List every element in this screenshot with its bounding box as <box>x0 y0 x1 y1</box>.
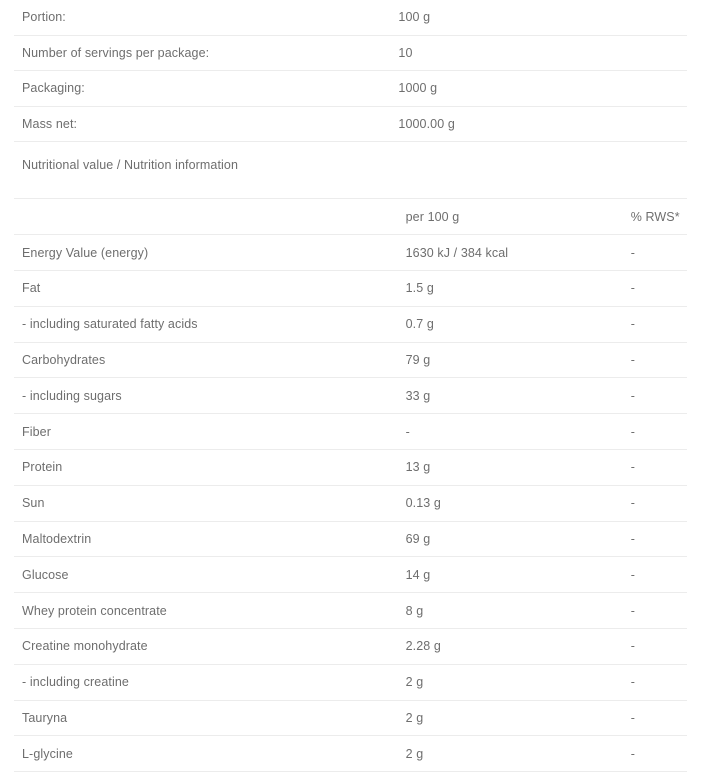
table-row <box>14 664 687 700</box>
nutrient-rws: - <box>631 736 687 772</box>
nutrient-name: Maltodextrin <box>14 521 403 557</box>
nutrient-per-100g: 2 g <box>403 664 631 700</box>
table-row <box>14 306 687 342</box>
spec-label: Packaging: <box>14 71 389 107</box>
spec-value: 100 g <box>389 0 687 35</box>
table-row <box>14 35 687 71</box>
spec-label: Number of servings per package: <box>14 35 389 71</box>
nutrient-name: Energy Value (energy) <box>14 235 403 271</box>
table-row <box>14 736 687 772</box>
nutrient-name: Sun <box>14 485 403 521</box>
table-row <box>14 342 687 378</box>
nutrient-rws: - <box>631 557 687 593</box>
nutrient-per-100g: 2 g <box>403 700 631 736</box>
nutrient-rws: - <box>631 449 687 485</box>
table-row <box>14 71 687 107</box>
nutrient-name: Whey protein concentrate <box>14 593 403 629</box>
specification-table <box>14 0 687 199</box>
table-row <box>14 521 687 557</box>
nutrient-rws: - <box>631 235 687 271</box>
nutrient-rws: - <box>631 342 687 378</box>
nutrient-per-100g: 0.7 g <box>403 306 631 342</box>
nutrition-header-rws: % RWS* <box>631 199 687 234</box>
table-row <box>14 378 687 414</box>
nutrient-rws: - <box>631 414 687 450</box>
nutrient-name: L-glycine <box>14 736 403 772</box>
spec-label: Mass net: <box>14 106 389 142</box>
nutrition-table-body <box>14 199 687 771</box>
nutrient-per-100g: 1630 kJ / 384 kcal <box>403 235 631 271</box>
table-row <box>14 628 687 664</box>
nutrient-rws: - <box>631 593 687 629</box>
spec-value: 1000.00 g <box>389 106 687 142</box>
nutrient-rws: - <box>631 270 687 306</box>
nutrient-per-100g: 2 g <box>403 736 631 772</box>
nutrient-name: - including saturated fatty acids <box>14 306 403 342</box>
table-row <box>14 414 687 450</box>
nutrition-header-name <box>14 199 403 234</box>
nutrition-header-per: per 100 g <box>403 199 631 234</box>
nutrient-rws: - <box>631 664 687 700</box>
table-row <box>14 449 687 485</box>
nutrient-name: Glucose <box>14 557 403 593</box>
spec-value: 10 <box>389 35 687 71</box>
nutrient-rws: - <box>631 628 687 664</box>
nutrient-name: Creatine monohydrate <box>14 628 403 664</box>
nutrient-per-100g: 79 g <box>403 342 631 378</box>
nutrition-header-row <box>14 199 687 234</box>
nutrient-name: - including creatine <box>14 664 403 700</box>
nutrient-name: Tauryna <box>14 700 403 736</box>
table-row <box>14 0 687 35</box>
specification-table-body <box>14 0 687 199</box>
nutrient-per-100g: 1.5 g <box>403 270 631 306</box>
nutrient-per-100g: - <box>403 414 631 450</box>
table-row <box>14 106 687 142</box>
nutrient-name: Carbohydrates <box>14 342 403 378</box>
table-row <box>14 593 687 629</box>
nutrient-rws: - <box>631 378 687 414</box>
nutrition-section-title: Nutritional value / Nutrition information <box>14 142 687 199</box>
nutrient-rws: - <box>631 521 687 557</box>
nutrition-table <box>14 199 687 772</box>
nutrient-name: Protein <box>14 449 403 485</box>
nutrient-per-100g: 13 g <box>403 449 631 485</box>
spec-value: 1000 g <box>389 71 687 107</box>
nutrient-name: - including sugars <box>14 378 403 414</box>
nutrient-per-100g: 0.13 g <box>403 485 631 521</box>
nutrient-name: Fat <box>14 270 403 306</box>
nutrient-rws: - <box>631 306 687 342</box>
table-row <box>14 485 687 521</box>
table-row <box>14 700 687 736</box>
table-row <box>14 235 687 271</box>
nutrient-per-100g: 2.28 g <box>403 628 631 664</box>
nutrient-rws: - <box>631 485 687 521</box>
nutrient-per-100g: 8 g <box>403 593 631 629</box>
nutrient-per-100g: 33 g <box>403 378 631 414</box>
nutrient-name: Fiber <box>14 414 403 450</box>
nutrition-section-title-row <box>14 142 687 199</box>
nutrient-per-100g: 14 g <box>403 557 631 593</box>
nutrient-rws: - <box>631 700 687 736</box>
nutrient-per-100g: 69 g <box>403 521 631 557</box>
spec-label: Portion: <box>14 0 389 35</box>
table-row <box>14 270 687 306</box>
table-row <box>14 557 687 593</box>
